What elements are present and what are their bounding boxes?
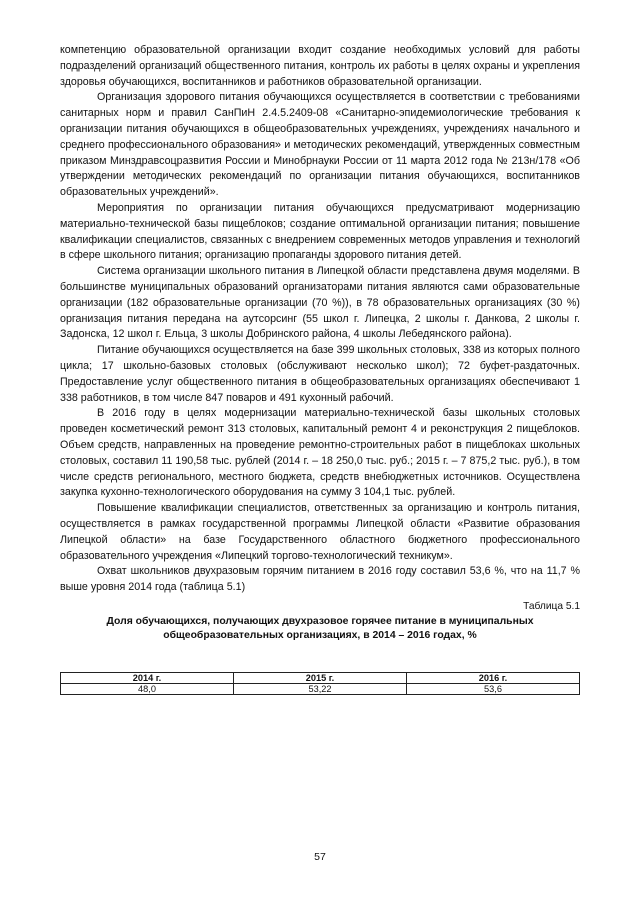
table-header-cell: 2015 г. bbox=[234, 672, 407, 683]
paragraph-3: Мероприятия по организации питания обучающихся предусматривают модернизацию материально-технической базы пищеблоков; создание оптимальной организации питания; повышение квалификации специалистов, связанных с внедрением современных методов управления и технологий в сфере школьного питания; организацию пропаганды здорового питания детей. bbox=[60, 201, 580, 262]
table-header-row bbox=[61, 672, 580, 683]
table-cell: 53,22 bbox=[234, 683, 407, 694]
paragraph-8: Охват школьников двухразовым горячим питанием в 2016 году составил 53,6 %, что на 11,7 % выше уровня 2014 года (таблица 5.1) bbox=[60, 565, 580, 594]
table-cell: 53,6 bbox=[407, 683, 580, 694]
table-header-cell: 2014 г. bbox=[61, 672, 234, 683]
data-table bbox=[60, 672, 580, 695]
table-title: Доля обучающихся, получающих двухразовое горячее питание в муниципальных общеобразовательных организациях, в 2014 – 2016 годах, % bbox=[106, 615, 534, 642]
table-row bbox=[61, 683, 580, 694]
paragraph-2: Организация здорового питания обучающихся осуществляется в соответствии с требованиями санитарных норм и правил СанПиН 2.4.5.2409-08 «Санитарно-эпидемиологические требования к организации питания обучающихся в общеобразовательных учреждениях, учреждениях начального и среднего профессионального образования» и методических рекомендаций, утвержденных совместным приказом Минздравсоцразвития России и Минобрнауки России от 11 марта 2012 года № 213н/178 «Об утверждении методических рекомендаций по организации питания обучающихся, воспитанников образовательных учреждений». bbox=[60, 91, 580, 199]
table-label: Таблица 5.1 bbox=[523, 600, 580, 612]
paragraph-7: Повышение квалификации специалистов, ответственных за организацию и контроль питания, осуществляется в рамках государственной программы Липецкой области «Развитие образования Липецкой области» на базе Государственного областного бюджетного профессионального образовательного учреждения «Липецкий торгово-технологический техникум». bbox=[60, 502, 580, 562]
table-header-cell: 2016 г. bbox=[407, 672, 580, 683]
paragraph-1: компетенцию образовательной организации входит создание необходимых условий для работы подразделений организаций общественного питания, контроль их работы в целях охраны и укрепления здоровья обучающихся, воспитанников и работников образовательной организации. bbox=[60, 44, 580, 88]
document-page bbox=[60, 43, 580, 695]
page-number: 57 bbox=[314, 851, 326, 863]
paragraph-6: В 2016 году в целях модернизации материально-технической базы школьных столовых проведен косметический ремонт 313 столовых, капитальный ремонт 4 и реконструкция 2 пищеблоков. Объем средств, направленных на проведение ремонтно-строительных работ в пищеблоках школьных столовых, составил 11 190,58 тыс. рублей (2014 г. – 18 250,0 тыс. руб.; 2015 г. – 7 875,2 тыс. руб.), в том числе средств регионального, местного бюджета, средств внебюджетных источников. Осуществлена закупка кухонно-технологического оборудования на сумму 3 104,1 тыс. рублей. bbox=[60, 407, 580, 499]
table-cell: 48,0 bbox=[61, 683, 234, 694]
paragraph-5: Питание обучающихся осуществляется на базе 399 школьных столовых, 338 из которых полного цикла; 17 школьно-базовых столовых (обслуживают несколько школ); 72 буфет-раздаточных. Предоставление услуг общественного питания в общеобразовательных организациях обеспечивают 1 338 работников, в том числе 847 поваров и 491 кухонный рабочий. bbox=[60, 344, 580, 404]
paragraph-4: Система организации школьного питания в Липецкой области представлена двумя моделями. В большинстве муниципальных образований организаторами питания являются сами образовательные организации (182 образовательные организации (70 %)), в 78 образовательных организациях (30 %) организация питания передана на аутсорсинг (55 школ г. Липецка, 2 школы г. Данкова, 2 школы г. Задонска, 12 школ г. Ельца, 3 школы Добринского района, 4 школы Лебедянского района). bbox=[60, 265, 580, 341]
